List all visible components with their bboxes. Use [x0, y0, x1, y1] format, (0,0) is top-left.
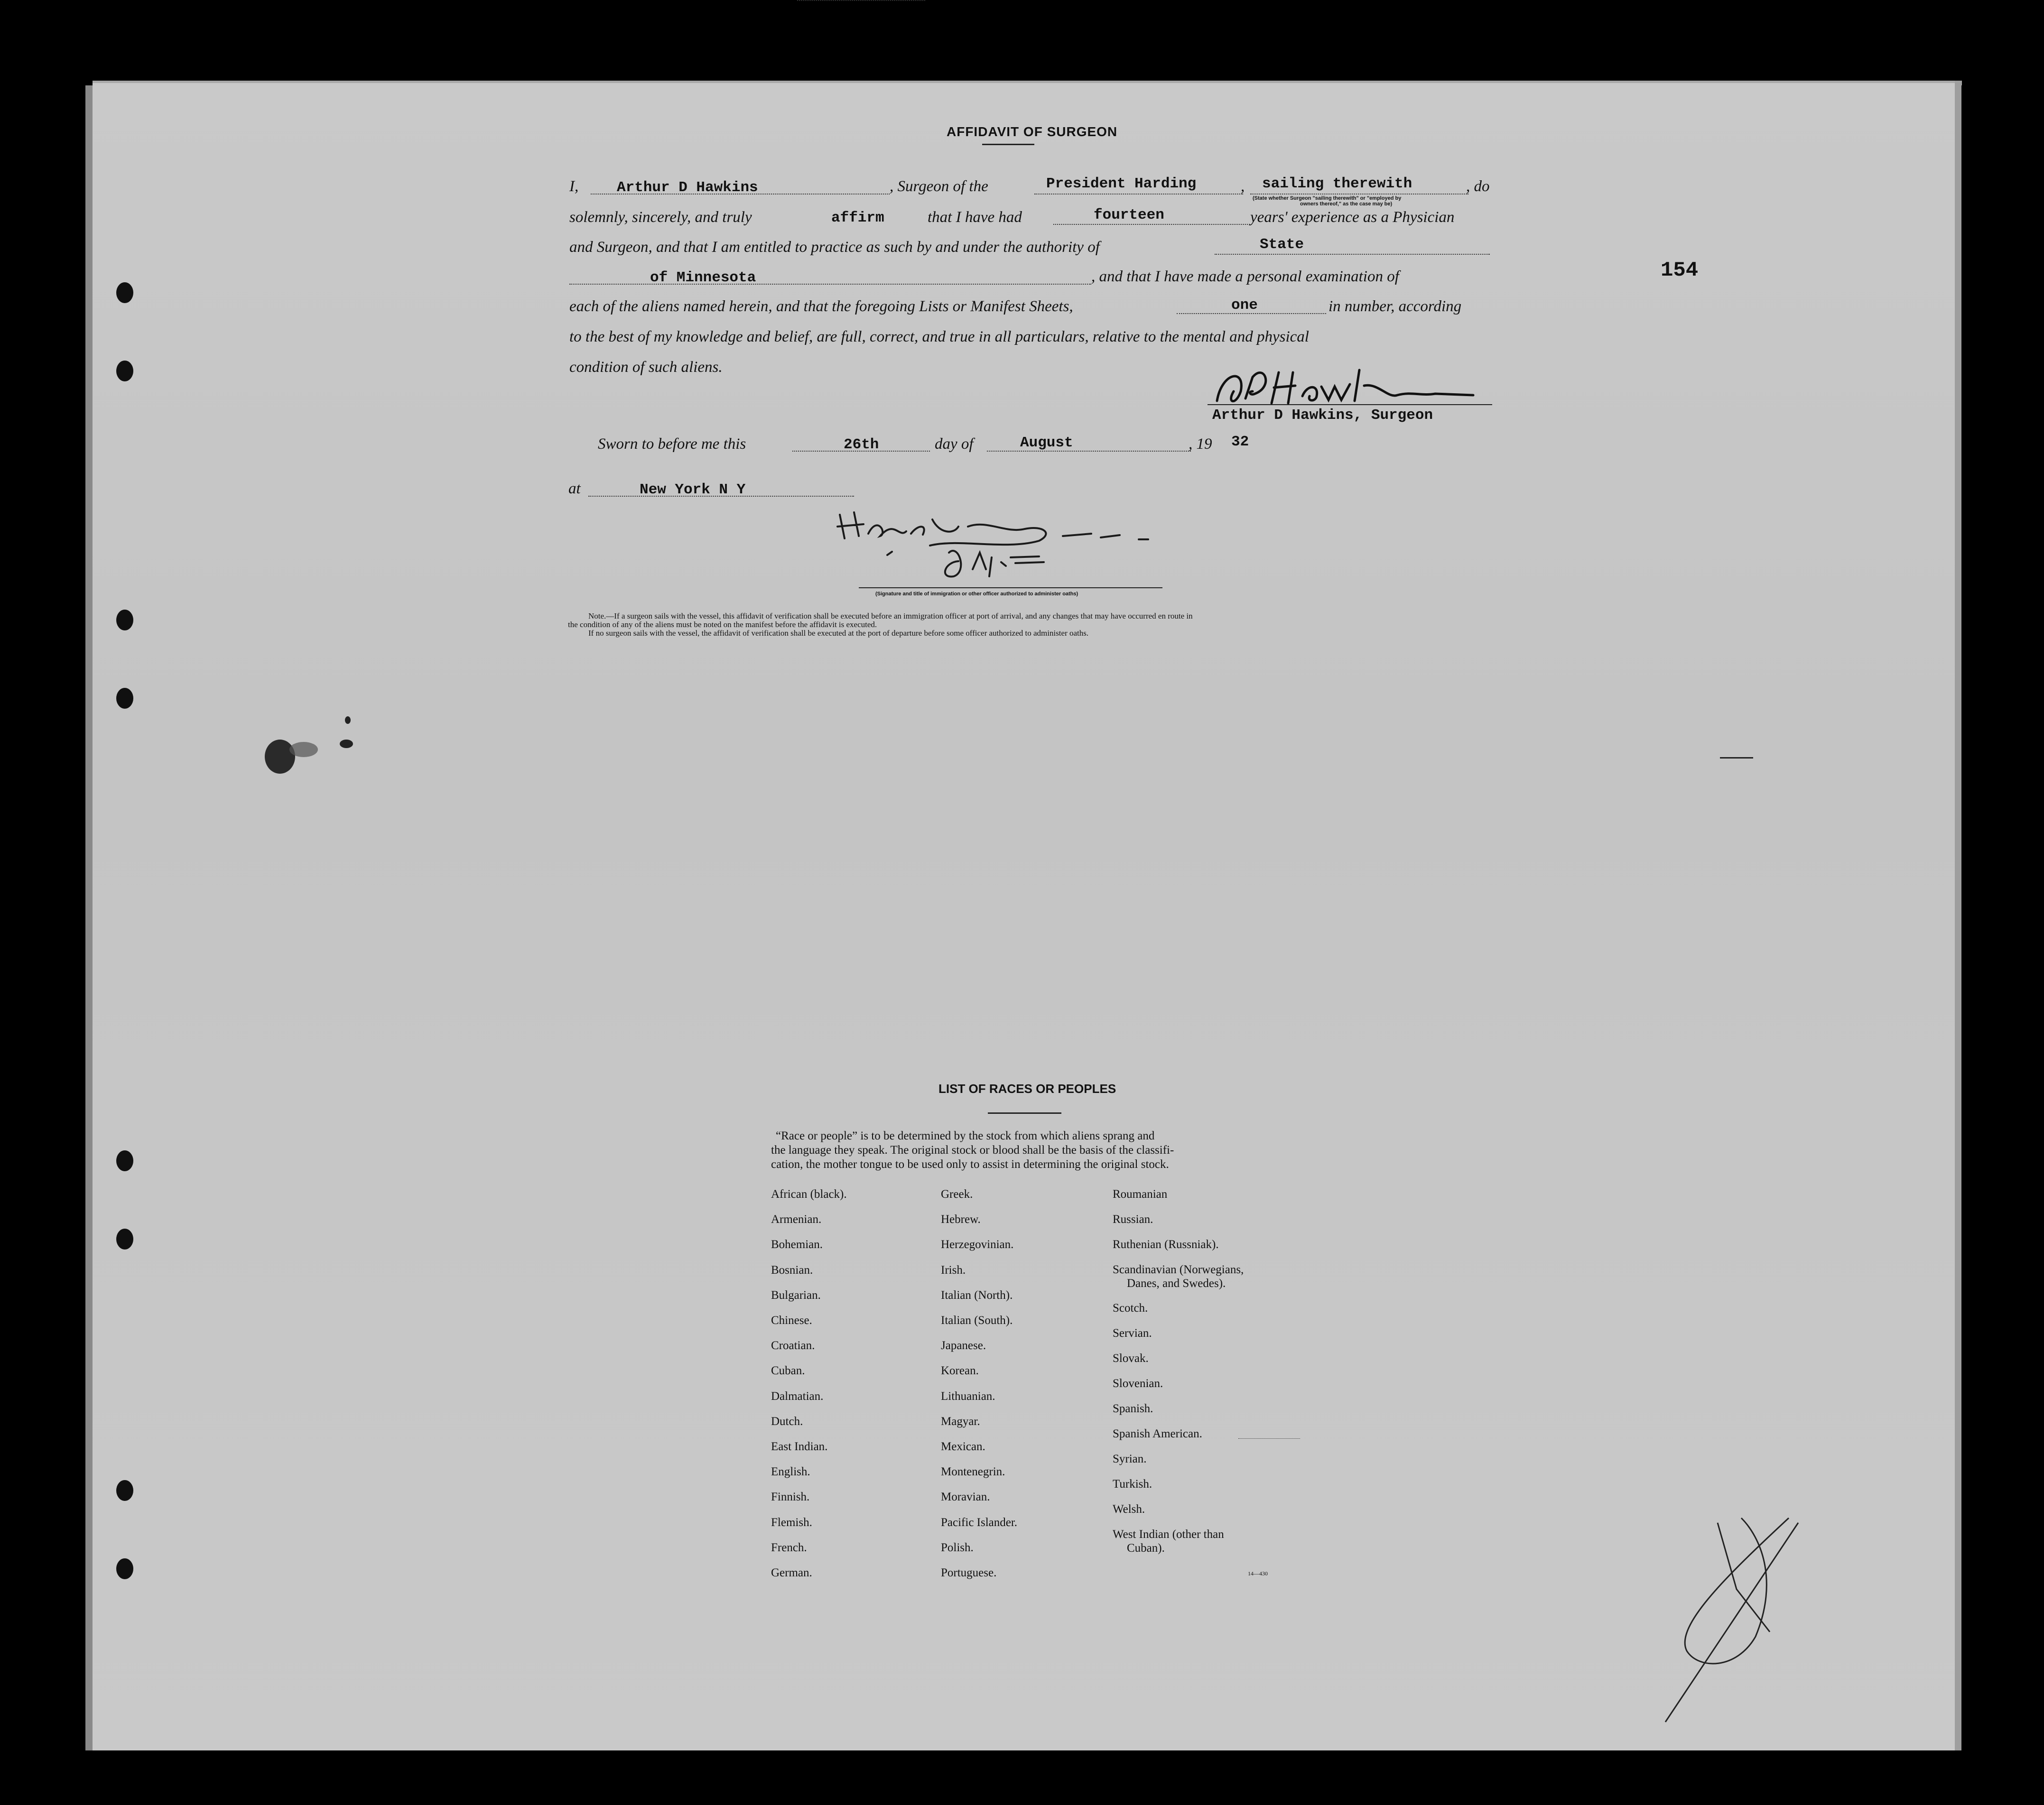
ship-name: President Harding — [1046, 176, 1197, 192]
surgeon-signature-name: Arthur D Hawkins, Surgeon — [1212, 407, 1433, 424]
race-item: Slovak. — [1113, 1352, 1149, 1365]
title-rule — [982, 144, 1034, 145]
margin-mark — [1720, 757, 1753, 759]
race-item: Montenegrin. — [941, 1465, 1005, 1479]
race-item: African (black). — [771, 1188, 847, 1201]
race-item: Bulgarian. — [771, 1288, 821, 1302]
affidavit-text: each of the aliens named herein, and that the foregoing Lists or Manifest Sheets, — [569, 298, 1073, 315]
paper-edge — [1955, 81, 1961, 1750]
race-item: Korean. — [941, 1364, 979, 1378]
affidavit-text: solemnly, sincerely, and truly — [569, 209, 752, 226]
blank-line — [797, 0, 925, 1]
race-item: Italian (North). — [941, 1288, 1013, 1302]
races-intro: the language they speak. The original stock or blood shall be the basis of the classifi- — [771, 1144, 1174, 1157]
race-item: Scandinavian (Norwegians, — [1113, 1263, 1244, 1276]
surgeon-signature — [1208, 358, 1492, 415]
officer-signature — [816, 505, 1243, 595]
race-item: Herzegovinian. — [941, 1238, 1014, 1251]
page-number: 154 — [1661, 259, 1699, 282]
race-item: Magyar. — [941, 1415, 980, 1428]
officer-signature-line — [859, 587, 1162, 588]
races-intro: cation, the mother tongue to be used only to assist in determining the original stock. — [771, 1158, 1169, 1171]
race-item: East Indian. — [771, 1440, 828, 1453]
affidavit-text: at — [568, 480, 581, 497]
blank-line — [987, 451, 1191, 452]
punch-hole — [116, 610, 133, 630]
sheet-count: one — [1231, 297, 1258, 314]
race-item: West Indian (other than — [1113, 1528, 1224, 1541]
affidavit-text: in number, according — [1329, 298, 1462, 315]
punch-hole — [116, 688, 133, 709]
surgeon-status: sailing therewith — [1262, 176, 1412, 192]
affidavit-text: , do — [1466, 178, 1490, 195]
punch-hole — [116, 1558, 133, 1579]
race-item: Hebrew. — [941, 1213, 981, 1226]
race-item: Spanish American. — [1113, 1427, 1202, 1440]
affidavit-text: and Surgeon, and that I am entitled to practice as such by and under the authority of — [569, 239, 1100, 256]
affidavit-note: the condition of any of the aliens must be noted on the manifest before the affidavit is executed. — [568, 620, 877, 629]
race-item: Polish. — [941, 1541, 974, 1554]
affidavit-text: I, — [569, 178, 579, 195]
years-experience: fourteen — [1094, 207, 1164, 223]
race-item: Scotch. — [1113, 1302, 1148, 1314]
race-item: Finnish. — [771, 1490, 810, 1504]
sworn-day: 26th — [844, 436, 879, 453]
race-item: Lithuanian. — [941, 1389, 995, 1403]
race-item: Armenian. — [771, 1213, 822, 1226]
field-caption: owners thereof," as the case may be) — [1300, 201, 1393, 207]
punch-hole — [116, 1150, 133, 1171]
officer-caption: (Signature and title of immigration or other officer authorized to administer oaths) — [875, 591, 1078, 597]
race-item: Syrian. — [1113, 1453, 1147, 1465]
blank-line — [569, 284, 1091, 285]
race-item: Chinese. — [771, 1314, 812, 1327]
blank-line — [1215, 254, 1490, 255]
race-item: Welsh. — [1113, 1503, 1145, 1516]
stray-mark — [1238, 1438, 1300, 1439]
race-item: Greek. — [941, 1188, 973, 1201]
affidavit-text: , and that I have made a personal examination of — [1091, 268, 1399, 285]
race-item: Russian. — [1113, 1213, 1153, 1226]
affidavit-text: to the best of my knowledge and belief, are full, correct, and true in all particulars, relative to the mental and physical — [569, 328, 1309, 345]
race-item: Spanish. — [1113, 1402, 1153, 1415]
race-item: Servian. — [1113, 1327, 1152, 1340]
race-item: Moravian. — [941, 1490, 990, 1504]
oath-type: affirm — [831, 210, 884, 226]
race-item: Roumanian — [1113, 1188, 1168, 1201]
affidavit-note: If no surgeon sails with the vessel, the affidavit of verification shall be executed at the port of departure before some officer authorized to administer oaths. — [588, 629, 1089, 638]
authority-line-1: State — [1260, 236, 1304, 253]
races-title: LIST OF RACES OR PEOPLES — [938, 1082, 1116, 1096]
sworn-place: New York N Y — [640, 481, 746, 498]
race-item: Danes, and Swedes). — [1127, 1277, 1226, 1290]
race-item: English. — [771, 1465, 810, 1479]
sworn-year: 32 — [1231, 434, 1249, 450]
race-item: Bosnian. — [771, 1263, 813, 1277]
race-item: Irish. — [941, 1263, 966, 1277]
cross-out-mark — [1646, 1509, 1808, 1727]
title-rule — [988, 1112, 1061, 1114]
affidavit-note: Note.—If a surgeon sails with the vessel, this affidavit of verification shall be executed before an immigration officer at port of arrival, and any changes that may have occurred en route in — [588, 611, 1193, 620]
affidavit-title: AFFIDAVIT OF SURGEON — [947, 124, 1118, 139]
punch-hole — [116, 282, 133, 303]
affidavit-text: , Surgeon of the — [890, 178, 988, 195]
authority-line-2: of Minnesota — [650, 269, 756, 286]
blank-line — [1053, 224, 1248, 225]
ink-stain — [259, 712, 363, 783]
race-item: Dutch. — [771, 1415, 803, 1428]
race-item: Italian (South). — [941, 1314, 1013, 1327]
sworn-month: August — [1020, 435, 1073, 451]
race-item: Mexican. — [941, 1440, 985, 1453]
affidavit-text: condition of such aliens. — [569, 359, 723, 376]
affidavit-text: that I have had — [928, 209, 1022, 226]
race-item: Flemish. — [771, 1516, 812, 1529]
race-item: Pacific Islander. — [941, 1516, 1018, 1529]
race-item: Bohemian. — [771, 1238, 823, 1251]
affidavit-text: years' experience as a Physician — [1250, 209, 1455, 226]
race-item: Cuban). — [1127, 1542, 1165, 1555]
affidavit-text: , — [1241, 178, 1245, 195]
signature-line — [1208, 404, 1492, 405]
races-intro: “Race or people” is to be determined by the stock from which aliens sprang and — [776, 1129, 1155, 1142]
race-item: German. — [771, 1566, 812, 1579]
race-item: Croatian. — [771, 1339, 815, 1352]
race-item: Slovenian. — [1113, 1377, 1163, 1390]
punch-hole — [116, 1480, 133, 1501]
race-item: Japanese. — [941, 1339, 986, 1352]
surgeon-name: Arthur D Hawkins — [617, 179, 758, 196]
affidavit-text: day of — [935, 435, 974, 453]
affidavit-text: , 19 — [1189, 435, 1212, 453]
form-code: 14—430 — [1248, 1570, 1268, 1577]
race-item: Dalmatian. — [771, 1389, 824, 1403]
race-item: Cuban. — [771, 1364, 805, 1378]
affidavit-text: Sworn to before me this — [598, 435, 746, 453]
race-item: Ruthenian (Russniak). — [1113, 1238, 1219, 1251]
race-item: Turkish. — [1113, 1478, 1152, 1490]
punch-hole — [116, 1229, 133, 1250]
punch-hole — [116, 361, 133, 381]
field-caption: (State whether Surgeon "sailing therewith" or "employed by — [1253, 195, 1402, 201]
race-item: Portuguese. — [941, 1566, 997, 1579]
race-item: French. — [771, 1541, 807, 1554]
